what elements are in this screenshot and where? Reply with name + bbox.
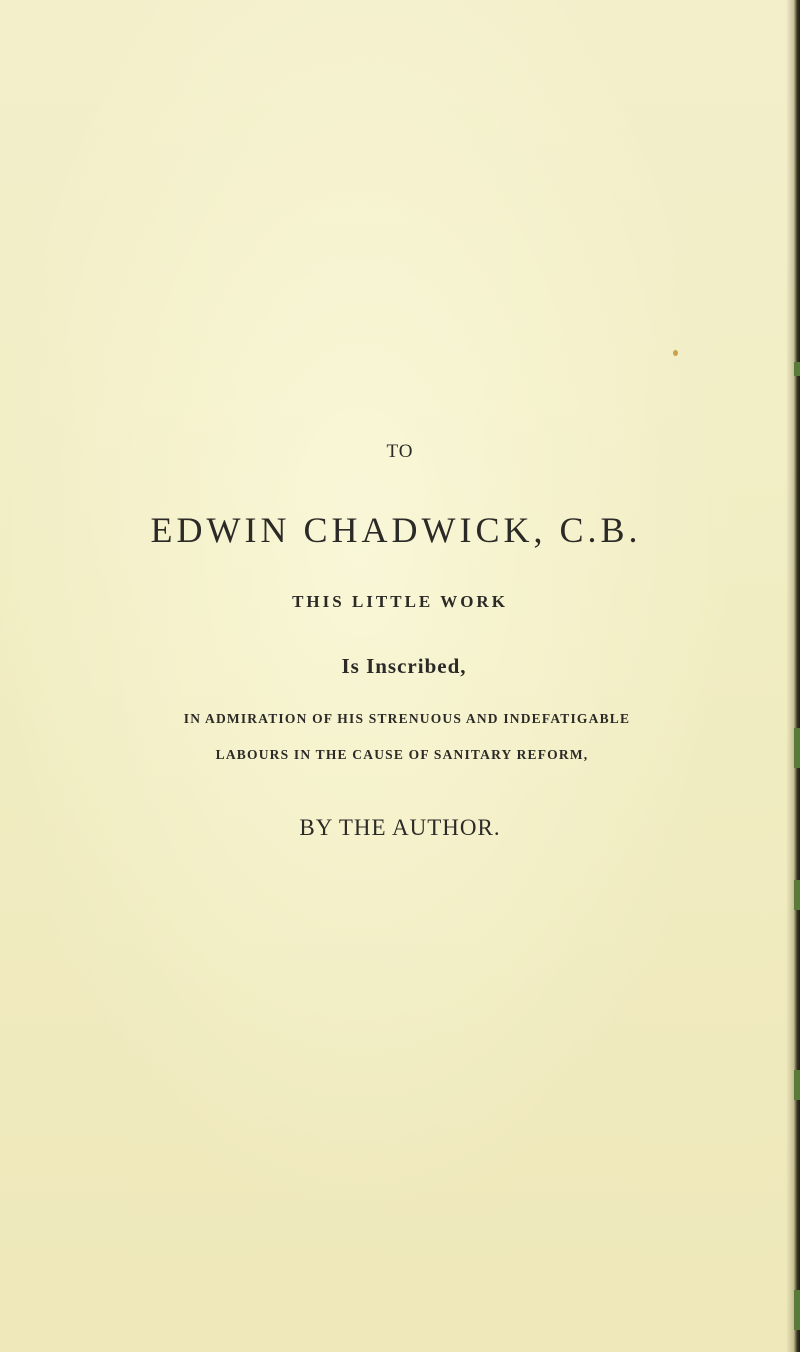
edge-mark: [794, 880, 800, 910]
edge-mark: [794, 1290, 800, 1330]
admiration-line: IN ADMIRATION OF HIS STRENUOUS AND INDEFATIGABLE: [183, 711, 631, 726]
page-edge-shadow: [786, 0, 800, 1352]
dedication-to: TO: [386, 441, 414, 462]
edge-mark: [794, 362, 800, 376]
author-line: BY THE AUTHOR.: [299, 815, 501, 840]
edge-mark: [794, 1070, 800, 1100]
edge-mark: [794, 728, 800, 768]
inscribed-line: Is Inscribed,: [341, 654, 467, 678]
labours-line: LABOURS IN THE CAUSE OF SANITARY REFORM,: [215, 747, 589, 762]
dedicatee-name: EDWIN CHADWICK, C.B.: [150, 510, 642, 550]
paper-speck: [673, 350, 678, 356]
work-line: THIS LITTLE WORK: [292, 592, 508, 611]
